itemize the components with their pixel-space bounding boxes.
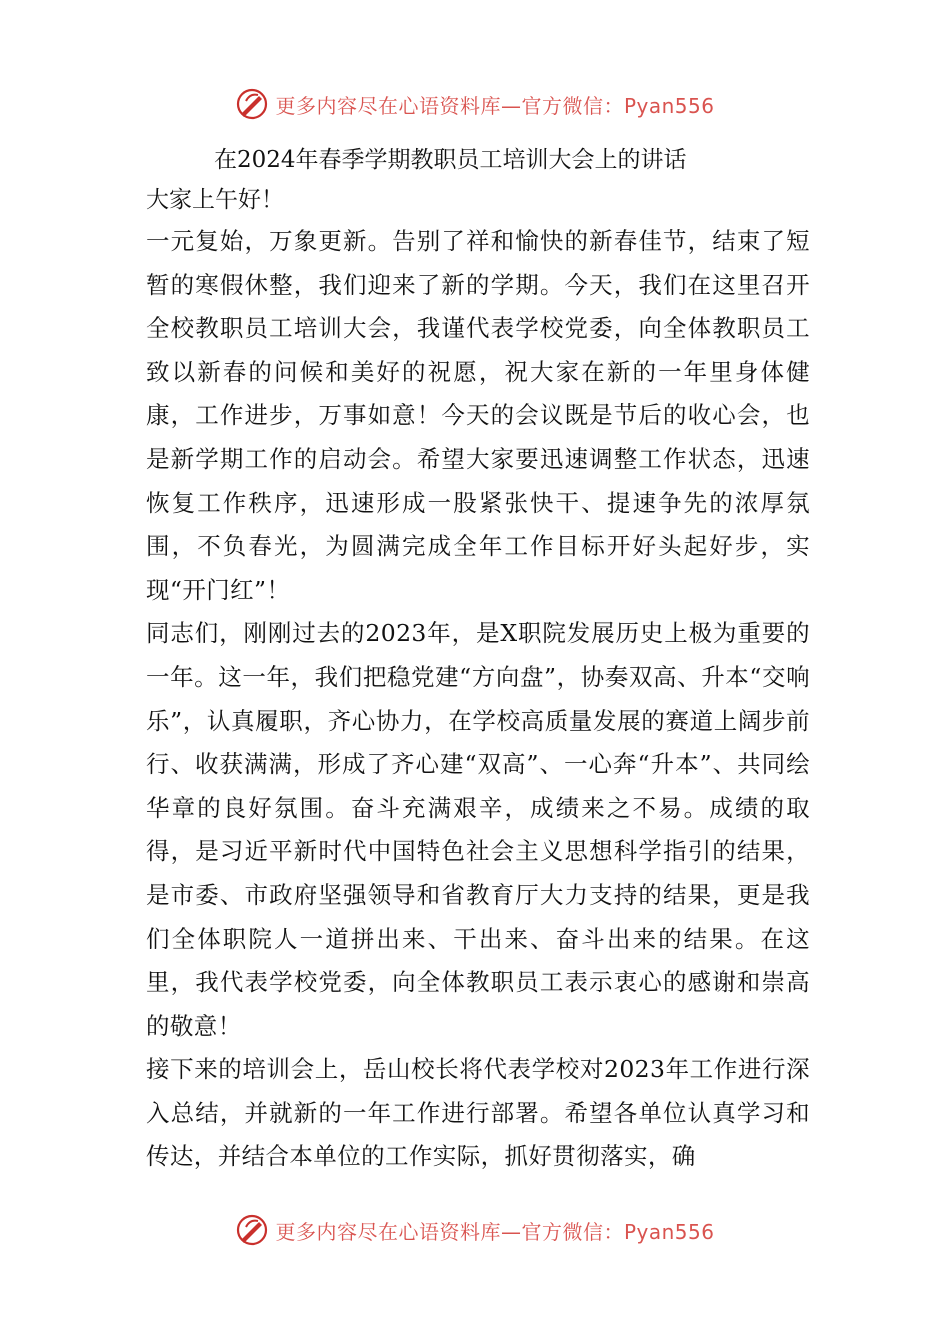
watermark-text: 更多内容尽在心语资料库—官方微信：Pyan556	[275, 1219, 715, 1244]
greeting-line: 大家上午好！	[146, 187, 284, 213]
pen-logo-icon	[235, 1213, 269, 1247]
footer-watermark-banner	[0, 1210, 950, 1250]
document-title: 在2024年春季学期教职员工培训大会上的讲话	[214, 147, 687, 173]
paragraph-1: 一元复始，万象更新。告别了祥和愉快的新春佳节，结束了短暂的寒假休整，我们迎来了新的学期。今天，我们在这里召开全校教职员工培训大会，我谨代表学校党委，向全体教职员工致以新春的问候和美好的祝愿，祝大家在新的一年里身体健康，工作进步，万事如意！今天的会议既是节后的收心会，也是新学期工作的启动会。希望大家要迅速调整工作状态，迅速恢复工作秩序，迅速形成一股紧张快干、提速争先的浓厚氛围，不负春光，为圆满完成全年工作目标开好头起好步，实现“开门红”！	[146, 227, 810, 604]
header-watermark-banner	[0, 84, 950, 124]
document-body	[146, 140, 810, 1179]
watermark-text: 更多内容尽在心语资料库—官方微信：Pyan556	[275, 93, 715, 118]
paragraph-3: 接下来的培训会上，岳山校长将代表学校对2023年工作进行深入总结，并就新的一年工作进行部署。希望各单位认真学习和传达，并结合本单位的工作实际，抓好贯彻落实，确	[146, 1055, 810, 1171]
paragraph-2: 同志们，刚刚过去的2023年，是X职院发展历史上极为重要的一年。这一年，我们把稳党建“方向盘”，协奏双高、升本“交响乐”，认真履职，齐心协力，在学校高质量发展的赛道上阔步前行、收获满满，形成了齐心建“双高”、一心奔“升本”、共同绘华章的良好氛围。奋斗充满艰辛，成绩来之不易。成绩的取得，是习近平新时代中国特色社会主义思想科学指引的结果，是市委、市政府坚强领导和省教育厅大力支持的结果，更是我们全体职院人一道拼出来、干出来、奋斗出来的结果。在这里，我代表学校党委，向全体教职员工表示衷心的感谢和崇高的敬意！	[146, 619, 810, 1040]
pen-logo-icon	[235, 87, 269, 121]
